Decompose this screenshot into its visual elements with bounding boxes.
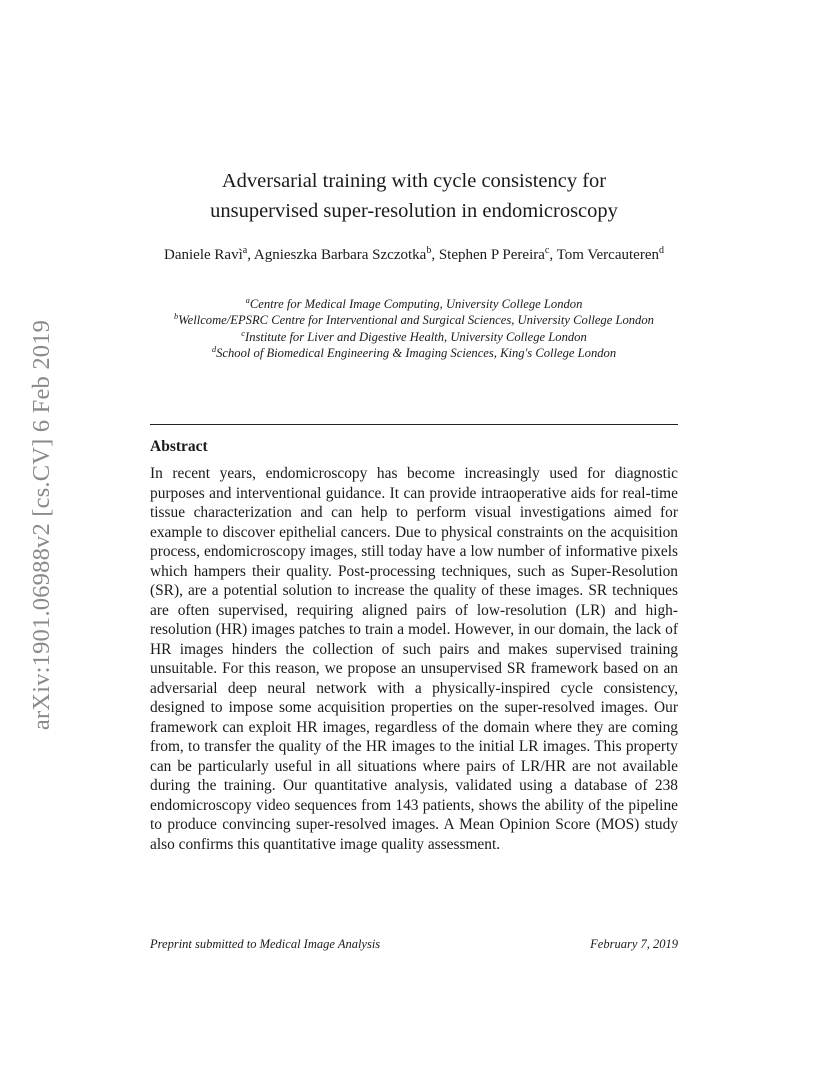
- title-line-1: Adversarial training with cycle consistency for: [221, 170, 607, 192]
- author: Daniele Ravì$^a$,: [164, 245, 254, 263]
- author-list: [150, 244, 678, 266]
- arxiv-stamp: [22, 290, 62, 760]
- affiliation: $^b$Wellcome/EPSRC Centre for Interventional and Surgical Sciences, University College London: [174, 311, 654, 328]
- abstract-text: In recent years, endomicroscopy has become increasingly used for diagnostic purposes and interventional guidance. It can provide intraoperative aids for real-time tissue characterization and can help to perform visual investigations aimed for example to discover epithelial cancers. Due to physical constraints on the acquisition process, endomicroscopy images, still today have a low number of informative pixels which hampers their quality. Post-processing techniques, such as Super-Resolution (SR), are a potential solution to increase the quality of these images. SR techniques are often supervised, requiring aligned pairs of low-resolution (LR) and high-resolution (HR) images patches to train a model. However, in our domain, the lack of HR images hinders the collection of such pairs and makes supervised training unsuitable. For this reason, we propose an unsupervised SR framework based on an adversarial deep neural network with a physically-inspired cycle consistency, designed to impose some acquisition properties on the super-resolved images. Our framework can exploit HR images, regardless of the domain where they are coming from, to transfer the quality of the HR images to the initial LR images. This property can be particularly useful in all situations where pairs of LR/HR are not available during the training. Our quantitative analysis, validated using a database of 238 endomicroscopy video sequences from 143 patients, shows the ability of the pipeline to produce convincing super-resolved images. A Mean Opinion Score (MOS) study also confirms this quantitative image quality assessment.: [150, 465, 678, 853]
- title-line-2: unsupervised super-resolution in endomicroscopy: [210, 200, 618, 222]
- author: Agnieszka Barbara Szczotka$^b$,: [253, 245, 439, 263]
- affiliation: $^a$Centre for Medical Image Computing, University College London: [245, 294, 583, 311]
- paper-title: [150, 166, 678, 226]
- affiliation: $^c$Institute for Liver and Digestive Health, University College London: [241, 327, 587, 344]
- footer-journal: Preprint submitted to Medical Image Analysis: [150, 937, 381, 951]
- footer-date: February 7, 2019: [590, 937, 678, 951]
- affiliation-list: [150, 296, 678, 361]
- abstract-heading: Abstract: [150, 438, 208, 455]
- author: Tom Vercauteren$^d$: [556, 245, 664, 263]
- author: Stephen P Pereira$^c$,: [438, 245, 557, 263]
- section-divider: [150, 424, 678, 425]
- arxiv-id: arXiv:1901.06988v2 [cs.CV] 6 Feb 2019: [28, 319, 55, 731]
- affiliation: $^d$School of Biomedical Engineering & Imaging Sciences, King's College London: [211, 343, 617, 360]
